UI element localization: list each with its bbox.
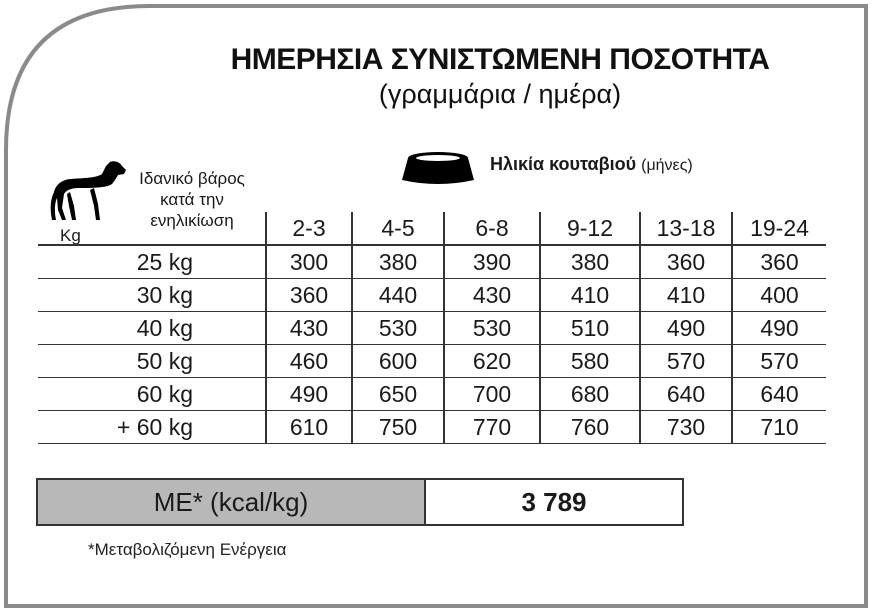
value-cell: 620 [444,345,540,378]
value-cell: 380 [540,245,640,279]
page-subtitle: (γραμμάρια / ημέρα) [378,79,622,109]
value-cell: 570 [732,345,826,378]
value-cell: 730 [640,411,732,444]
value-cell: 610 [266,411,352,444]
me-value: 3 789 [521,487,587,517]
weight-cell: 25 kg [38,245,266,279]
age-header-unit: (μήνες) [641,157,693,174]
weight-cell: 50 kg [38,345,266,378]
value-cell: 510 [540,312,640,345]
column-header: 4-5 [352,212,444,245]
value-cell: 360 [732,245,826,279]
weight-header-line2: κατά την [160,190,224,209]
food-bowl-icon [398,150,478,186]
value-cell: 750 [352,411,444,444]
value-cell: 410 [640,279,732,312]
value-cell: 770 [444,411,540,444]
page-title: ΗΜΕΡΗΣΙΑ ΣΥΝΙΣΤΩΜΕΝΗ ΠΟΣΟΤΗΤΑ [230,43,770,76]
table-row [38,411,826,444]
value-cell: 360 [266,279,352,312]
value-cell: 700 [444,378,540,411]
column-header: 13-18 [640,212,732,245]
value-cell: 570 [640,345,732,378]
weight-header-line1: Ιδανικό βάρος [139,169,245,188]
value-cell: 650 [352,378,444,411]
table-row [38,378,826,411]
value-cell: 640 [640,378,732,411]
value-cell: 530 [444,312,540,345]
value-cell: 490 [266,378,352,411]
value-cell: 640 [732,378,826,411]
kg-unit-label: Kg [60,226,81,245]
feeding-table [38,212,826,444]
value-cell: 600 [352,345,444,378]
value-cell: 710 [732,411,826,444]
value-cell: 530 [352,312,444,345]
weight-cell: 60 kg [38,378,266,411]
value-cell: 490 [732,312,826,345]
weight-header-line3: ενηλικίωση [150,211,234,230]
value-cell: 390 [444,245,540,279]
column-header: 9-12 [540,212,640,245]
header-blank-cell [38,212,266,245]
weight-cell: + 60 kg [38,411,266,444]
footnote: *Μεταβολιζόμενη Ενέργεια [88,540,287,559]
value-cell: 400 [732,279,826,312]
value-cell: 440 [352,279,444,312]
age-header-label: Ηλικία κουταβιού [490,154,637,174]
table-row [38,279,826,312]
value-cell: 760 [540,411,640,444]
value-cell: 410 [540,279,640,312]
metabolizable-energy-box [36,478,684,526]
column-header: 19-24 [732,212,826,245]
value-cell: 430 [266,312,352,345]
value-cell: 380 [352,245,444,279]
table-row [38,245,826,279]
value-cell: 580 [540,345,640,378]
table-header-row [38,212,826,245]
age-header [490,154,693,175]
value-cell: 360 [640,245,732,279]
value-cell: 460 [266,345,352,378]
weight-cell: 40 kg [38,312,266,345]
value-cell: 680 [540,378,640,411]
value-cell: 490 [640,312,732,345]
table-row [38,312,826,345]
table-row [38,345,826,378]
column-header: 6-8 [444,212,540,245]
me-label: ME* (kcal/kg) [38,480,426,524]
column-header: 2-3 [266,212,352,245]
value-cell: 430 [444,279,540,312]
value-cell: 300 [266,245,352,279]
weight-cell: 30 kg [38,279,266,312]
